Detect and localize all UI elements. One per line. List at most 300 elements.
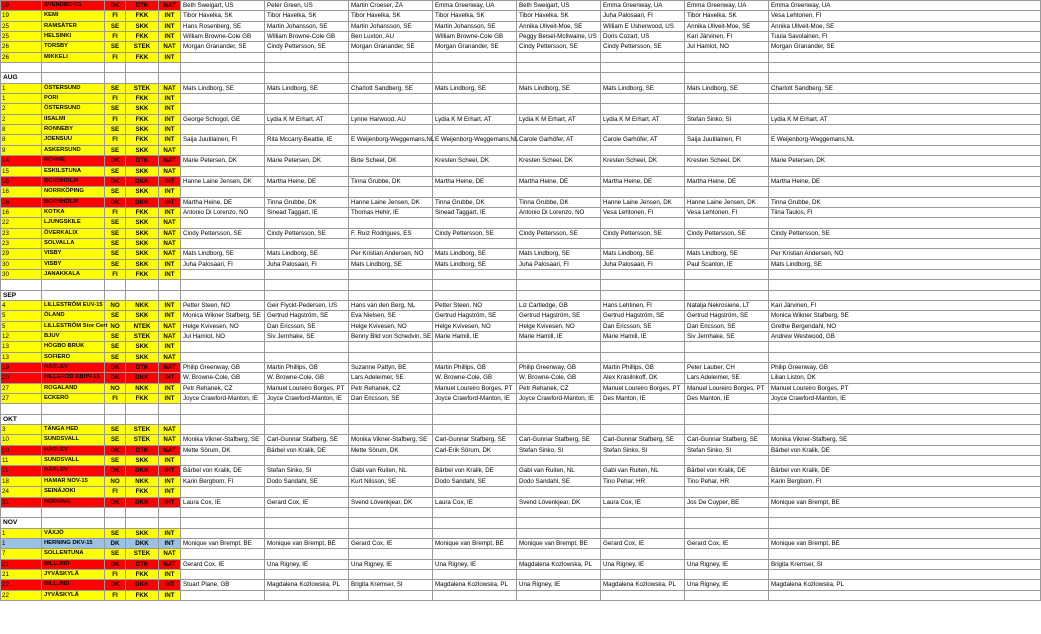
judge-cell: Paul Scanlon, IE [685, 259, 769, 269]
show-scope: INT [159, 487, 181, 497]
judge-cell: Marie Petersen, DK [181, 156, 265, 166]
event-name-text: HERNING DKV-15 [44, 539, 93, 546]
event-name [42, 269, 105, 279]
event-name [42, 528, 105, 538]
event-date: 26 [1, 52, 42, 62]
judge-cell [685, 425, 769, 435]
judge-cell: Jul Hamlot, NO [685, 42, 769, 52]
event-row [1, 259, 1041, 269]
event-name-text: VISBY [44, 250, 62, 257]
show-scope: NAT [159, 249, 181, 259]
country-code: SE [105, 238, 126, 248]
judge-cell [601, 269, 685, 279]
event-name-suffix: Stor Cert [81, 322, 108, 329]
judge-cell: Benny Blid von Schedvin, SE [349, 332, 433, 342]
judge-cell [265, 352, 349, 362]
judge-cell [517, 487, 601, 497]
country-code: SE [105, 342, 126, 352]
judge-cell: Annika Ullveit-Moe, SE [685, 21, 769, 31]
empty-cell [349, 518, 433, 528]
club-code: STEK [126, 42, 159, 52]
event-date: 24 [1, 487, 42, 497]
event-name-text: ÖLAND [44, 312, 65, 319]
event-name-text: IISALMI [44, 115, 66, 122]
judge-cell: William Browne-Cole GB [265, 32, 349, 42]
club-code: NKK [126, 383, 159, 393]
judge-cell [601, 425, 685, 435]
judge-cell: Marie Petersen, DK [265, 156, 349, 166]
event-date: 8 [1, 135, 42, 145]
event-name-text: BILLUND [44, 560, 70, 567]
judge-cell: Mats Lindborg, SE [181, 83, 265, 93]
judge-cell: Charlott Sandberg, SE [769, 83, 1041, 93]
club-code: SKK [126, 528, 159, 538]
judge-cell: Gerard Cox, IE [349, 538, 433, 548]
judge-cell: Una Rigney, IE [517, 580, 601, 590]
empty-cell [126, 414, 159, 424]
event-row [1, 311, 1041, 321]
event-row [1, 52, 1041, 62]
club-code: NKK [126, 300, 159, 310]
judge-cell: Una Rigney, IE [685, 580, 769, 590]
event-name-text: SOFIERO [44, 353, 71, 360]
event-date: 22 [1, 590, 42, 600]
judge-cell [769, 528, 1041, 538]
judge-cell: Lydia K M Erhart, AT [433, 114, 517, 124]
empty-cell [159, 63, 181, 73]
country-code: SE [105, 528, 126, 538]
empty-cell [769, 290, 1041, 300]
judge-cell: Kurt Nilsson, SE [349, 476, 433, 486]
judge-cell [181, 590, 265, 600]
show-scope: INT [159, 114, 181, 124]
event-name-text: RONNEBY [44, 126, 73, 133]
judge-cell: Petter Steen, NO [433, 300, 517, 310]
country-code: DK [105, 373, 126, 383]
judge-cell: Mats Lindborg, SE [685, 249, 769, 259]
judge-cell: Una Rigney, IE [685, 559, 769, 569]
club-code: DKK [126, 466, 159, 476]
judge-cell: Gertrud Hagström, SE [433, 311, 517, 321]
event-name [42, 332, 105, 342]
event-date: 31 [1, 497, 42, 507]
event-name-text: ROGALAND [44, 384, 78, 391]
empty-cell [769, 414, 1041, 424]
empty-cell [685, 404, 769, 414]
country-code: DK [105, 580, 126, 590]
judge-cell: Lydia K M Erhart, AT [265, 114, 349, 124]
event-name [42, 166, 105, 176]
event-name [42, 456, 105, 466]
event-name-text: BORNHOLM [44, 177, 79, 184]
country-code: SE [105, 549, 126, 559]
club-code: DTK [126, 445, 159, 455]
event-name-text: ASKERSUND [44, 146, 81, 153]
judge-cell: Gerard Cox, IE [685, 538, 769, 548]
judge-cell: Dan Ericsson, SE [349, 394, 433, 404]
event-name-text: SEINÄJOKI [44, 488, 76, 495]
club-code: SKK [126, 218, 159, 228]
judge-cell: Gerard Cox, IE [265, 497, 349, 507]
judge-cell: Vesa Lehtonen, FI [601, 207, 685, 217]
judge-cell [265, 528, 349, 538]
judge-cell [769, 569, 1041, 579]
country-code: SE [105, 311, 126, 321]
judge-cell: Mats Lindborg, SE [433, 83, 517, 93]
judge-cell [181, 52, 265, 62]
judge-cell: Geir Flyckt-Pedersen, US [265, 300, 349, 310]
show-scope: NAT [159, 1, 181, 11]
event-name [42, 187, 105, 197]
judge-cell: Laura Cox, IE [601, 497, 685, 507]
event-row [1, 383, 1041, 393]
show-scope: INT [159, 456, 181, 466]
judge-cell: Dodo Sandahl, SE [517, 476, 601, 486]
judge-cell: Cindy Pettersson, SE [769, 228, 1041, 238]
event-row [1, 125, 1041, 135]
event-name-text: SUNDSVALL [44, 457, 79, 464]
empty-cell [42, 518, 105, 528]
event-row [1, 207, 1041, 217]
event-row [1, 435, 1041, 445]
judge-cell [181, 218, 265, 228]
judge-cell: E Weijenborg-Weggemans,NL [349, 135, 433, 145]
empty-cell [42, 63, 105, 73]
event-row [1, 21, 1041, 31]
show-scope: INT [159, 104, 181, 114]
judge-cell [181, 425, 265, 435]
empty-cell [159, 73, 181, 83]
event-name [42, 21, 105, 31]
judge-cell: Mette Sörum, DK [349, 445, 433, 455]
judge-cell: Kari Järvinen, FI [685, 32, 769, 42]
event-name-text: JANAKKALA [44, 270, 81, 277]
judge-cell: Annika Ullveit-Moe, SE [769, 21, 1041, 31]
empty-cell [601, 518, 685, 528]
empty-cell [126, 73, 159, 83]
country-code: SE [105, 218, 126, 228]
event-date: 16 [1, 197, 42, 207]
judge-cell: Beth Sweigart, US [517, 1, 601, 11]
judge-cell: Thomas Hehir, IE [349, 207, 433, 217]
event-row [1, 249, 1041, 259]
show-scope: INT [159, 569, 181, 579]
judge-cell [265, 187, 349, 197]
event-row [1, 445, 1041, 455]
empty-cell [265, 280, 349, 290]
judge-cell [769, 352, 1041, 362]
judge-cell [769, 269, 1041, 279]
club-code: DTK [126, 1, 159, 11]
judge-cell: Tinna Grubbe, DK [433, 197, 517, 207]
empty-cell [126, 518, 159, 528]
show-scope: INT [159, 394, 181, 404]
club-code: STEK [126, 435, 159, 445]
event-name-text: VÄXJÖ [44, 529, 64, 536]
empty-cell [265, 290, 349, 300]
event-row [1, 342, 1041, 352]
month-label: AUG [1, 73, 42, 83]
event-date: 12 [1, 332, 42, 342]
empty-cell [159, 290, 181, 300]
judge-cell: Gabi van Ruiten, NL [601, 466, 685, 476]
empty-cell [517, 507, 601, 517]
judge-cell: Gertrud Hagström, SE [601, 311, 685, 321]
judge-cell [265, 487, 349, 497]
event-name-text: TÄNGA HED [44, 426, 79, 433]
judge-cell: Mats Lindborg, SE [685, 83, 769, 93]
judge-cell [769, 187, 1041, 197]
judge-cell [601, 187, 685, 197]
show-scope: INT [159, 269, 181, 279]
judge-cell: Juha Palosaari, FI [601, 11, 685, 21]
judge-cell: Peter Lauber, CH [685, 363, 769, 373]
judge-cell [265, 94, 349, 104]
empty-cell [349, 280, 433, 290]
judge-cell: Cindy Pettersson, SE [517, 42, 601, 52]
judge-cell [685, 187, 769, 197]
event-row [1, 197, 1041, 207]
event-name-text: NORRKÖPING [44, 188, 84, 195]
event-name [42, 94, 105, 104]
empty-cell [265, 507, 349, 517]
show-scope: INT [159, 300, 181, 310]
judge-cell [265, 238, 349, 248]
judge-cell [349, 342, 433, 352]
show-scope: NAT [159, 238, 181, 248]
judge-cell: Charlott Sandberg, SE [349, 83, 433, 93]
country-code: FI [105, 269, 126, 279]
judge-cell: Martha Heine, DE [433, 176, 517, 186]
empty-cell [517, 404, 601, 414]
empty-cell [685, 63, 769, 73]
empty-cell [105, 290, 126, 300]
event-row [1, 466, 1041, 476]
empty-cell [126, 280, 159, 290]
empty-cell [126, 290, 159, 300]
judge-cell: F. Ruiz Rodrigues, ES [349, 228, 433, 238]
empty-cell [181, 518, 265, 528]
judge-cell [433, 166, 517, 176]
judge-cell [181, 569, 265, 579]
judge-cell: Laura Cox, IE [433, 497, 517, 507]
event-name [42, 135, 105, 145]
judge-cell: Magdalena Kozlowska, PL [265, 580, 349, 590]
event-row [1, 590, 1041, 600]
country-code: DK [105, 559, 126, 569]
judge-cell: Des Manton, IE [685, 394, 769, 404]
event-name-text: HÄRLEV [44, 446, 68, 453]
judge-cell: Philip Greenway, GB [517, 363, 601, 373]
judge-cell: Stefan Sinko, SI [685, 445, 769, 455]
event-row [1, 94, 1041, 104]
event-row [1, 394, 1041, 404]
show-scope: INT [159, 135, 181, 145]
judge-cell [265, 125, 349, 135]
empty-cell [105, 63, 126, 73]
event-name [42, 373, 105, 383]
judge-cell [601, 528, 685, 538]
judge-cell: Mats Lindborg, SE [433, 249, 517, 259]
empty-cell [769, 507, 1041, 517]
empty-cell [517, 63, 601, 73]
judge-cell: Stefan Sinko, SI [601, 445, 685, 455]
judge-cell [181, 145, 265, 155]
show-scope: INT [159, 52, 181, 62]
country-code: DK [105, 156, 126, 166]
country-code: SE [105, 145, 126, 155]
judge-cell [433, 342, 517, 352]
judge-cell: Bärbel von Kralik, DE [265, 445, 349, 455]
event-name-text: MIKKELI [44, 53, 68, 60]
country-code: SE [105, 166, 126, 176]
show-scope: NAT [159, 42, 181, 52]
judge-cell: Cindy Pettersson, SE [601, 228, 685, 238]
judge-cell: Mats Lindborg, SE [181, 249, 265, 259]
event-date: 10 [1, 435, 42, 445]
judge-cell: Philip Greenway, GB [769, 363, 1041, 373]
judge-cell [601, 145, 685, 155]
judge-cell: Jul Hamlot, NO [181, 332, 265, 342]
judge-cell: Monica Wikner Stafberg, SE [769, 311, 1041, 321]
judge-cell [433, 352, 517, 362]
judge-cell [349, 218, 433, 228]
empty-cell [1, 404, 42, 414]
judge-cell: Una Rigney, IE [601, 559, 685, 569]
empty-cell [769, 404, 1041, 414]
judge-cell: Tibor Havelka, SK [517, 11, 601, 21]
judge-cell: Annika Ullveit-Moe, SE [517, 21, 601, 31]
judge-cell: Monique van Brempt, BE [769, 538, 1041, 548]
club-code: FKK [126, 569, 159, 579]
empty-cell [685, 73, 769, 83]
event-name [42, 476, 105, 486]
judge-cell [265, 269, 349, 279]
judge-cell: Tibor Havelka, SK [433, 11, 517, 21]
judge-cell: Lydia K M Erhart, AT [769, 114, 1041, 124]
event-date: 10 [1, 445, 42, 455]
show-scope: NAT [159, 145, 181, 155]
judge-cell [349, 528, 433, 538]
empty-cell [265, 63, 349, 73]
judge-cell: Cindy Pettersson, SE [265, 42, 349, 52]
event-name [42, 342, 105, 352]
empty-cell [433, 290, 517, 300]
judge-cell: Juha Palosaari, FI [181, 259, 265, 269]
judge-cell [349, 166, 433, 176]
event-row [1, 559, 1041, 569]
judge-cell: Una Rigney, IE [433, 559, 517, 569]
judge-cell [433, 218, 517, 228]
judge-cell: Vesa Lehtonen, FI [769, 11, 1041, 21]
event-date: 20 [1, 373, 42, 383]
judge-cell: Philip Greenway, GB [181, 363, 265, 373]
event-name-text: SVENDBORG [44, 2, 82, 8]
club-code: FKK [126, 487, 159, 497]
judge-cell: Joyce Crawford-Manton, IE [433, 394, 517, 404]
event-name [42, 394, 105, 404]
empty-cell [685, 414, 769, 424]
judge-cell: Emma Greenway, UA [601, 1, 685, 11]
event-date: 1 [1, 83, 42, 93]
judge-cell [517, 145, 601, 155]
event-name-text: PORI [44, 95, 59, 102]
judge-cell: Joyce Crawford-Manton, IE [265, 394, 349, 404]
judge-cell [433, 104, 517, 114]
event-name [42, 466, 105, 476]
judge-cell [685, 487, 769, 497]
empty-cell [769, 518, 1041, 528]
event-name-text: BJUV [44, 333, 60, 339]
empty-cell [265, 73, 349, 83]
empty-cell [105, 404, 126, 414]
event-row [1, 373, 1041, 383]
judge-cell [181, 528, 265, 538]
blank-row [1, 404, 1041, 414]
judge-cell: Jos De Cuyper, BE [685, 497, 769, 507]
event-date: 13 [1, 342, 42, 352]
event-name-text: HÖGBO BRUK [44, 343, 85, 350]
judge-cell: Joyce Crawford-Manton, IE [517, 394, 601, 404]
club-code: DTK [126, 363, 159, 373]
country-code: SE [105, 332, 126, 342]
empty-cell [601, 280, 685, 290]
judge-cell: Monika Vikner-Stafberg, SE [181, 435, 265, 445]
empty-cell [181, 280, 265, 290]
event-date: 11 [1, 466, 42, 476]
country-code: SE [105, 42, 126, 52]
judge-cell: Tino Pehar, HR [685, 476, 769, 486]
judge-cell: Cindy Pettersson, SE [265, 228, 349, 238]
event-name-text: KOTKA [44, 208, 65, 215]
empty-cell [105, 280, 126, 290]
judge-cell [685, 238, 769, 248]
club-code: DTK [126, 156, 159, 166]
judge-cell: Monique van Brempt, BE [181, 538, 265, 548]
month-label: SEP [1, 290, 42, 300]
empty-cell [159, 280, 181, 290]
club-code: FKK [126, 52, 159, 62]
empty-cell [433, 73, 517, 83]
judge-cell: Hanne Laine Jensen, DK [181, 176, 265, 186]
country-code: DK [105, 538, 126, 548]
country-code: SE [105, 21, 126, 31]
event-date: 23 [1, 228, 42, 238]
judge-cell: Lars Adeleimer, SE [685, 373, 769, 383]
empty-cell [517, 290, 601, 300]
judge-cell: Manuel Loureiro Borges, PT [769, 383, 1041, 393]
judge-cell: Doris Cozart, US [601, 32, 685, 42]
event-date: 22 [1, 218, 42, 228]
judge-cell [433, 52, 517, 62]
judge-cell: Andrew Westwood, GB [769, 332, 1041, 342]
show-scope: INT [159, 466, 181, 476]
event-row [1, 83, 1041, 93]
judge-cell: Antonio Di Lorenzo, NO [181, 207, 265, 217]
judge-cell: Tinna Grubbe, DK [265, 197, 349, 207]
judge-cell: Saija Juutilainen, FI [685, 135, 769, 145]
event-date: 30 [1, 259, 42, 269]
judge-cell: Ben Luxton, AU [349, 32, 433, 42]
judge-cell [265, 218, 349, 228]
club-code: DKK [126, 176, 159, 186]
judge-cell: Morgan Granander, SE [181, 42, 265, 52]
event-name [42, 259, 105, 269]
judge-cell [769, 342, 1041, 352]
judge-cell [517, 549, 601, 559]
event-name-text: ECKERÖ [44, 395, 69, 402]
show-scope: INT [159, 125, 181, 135]
